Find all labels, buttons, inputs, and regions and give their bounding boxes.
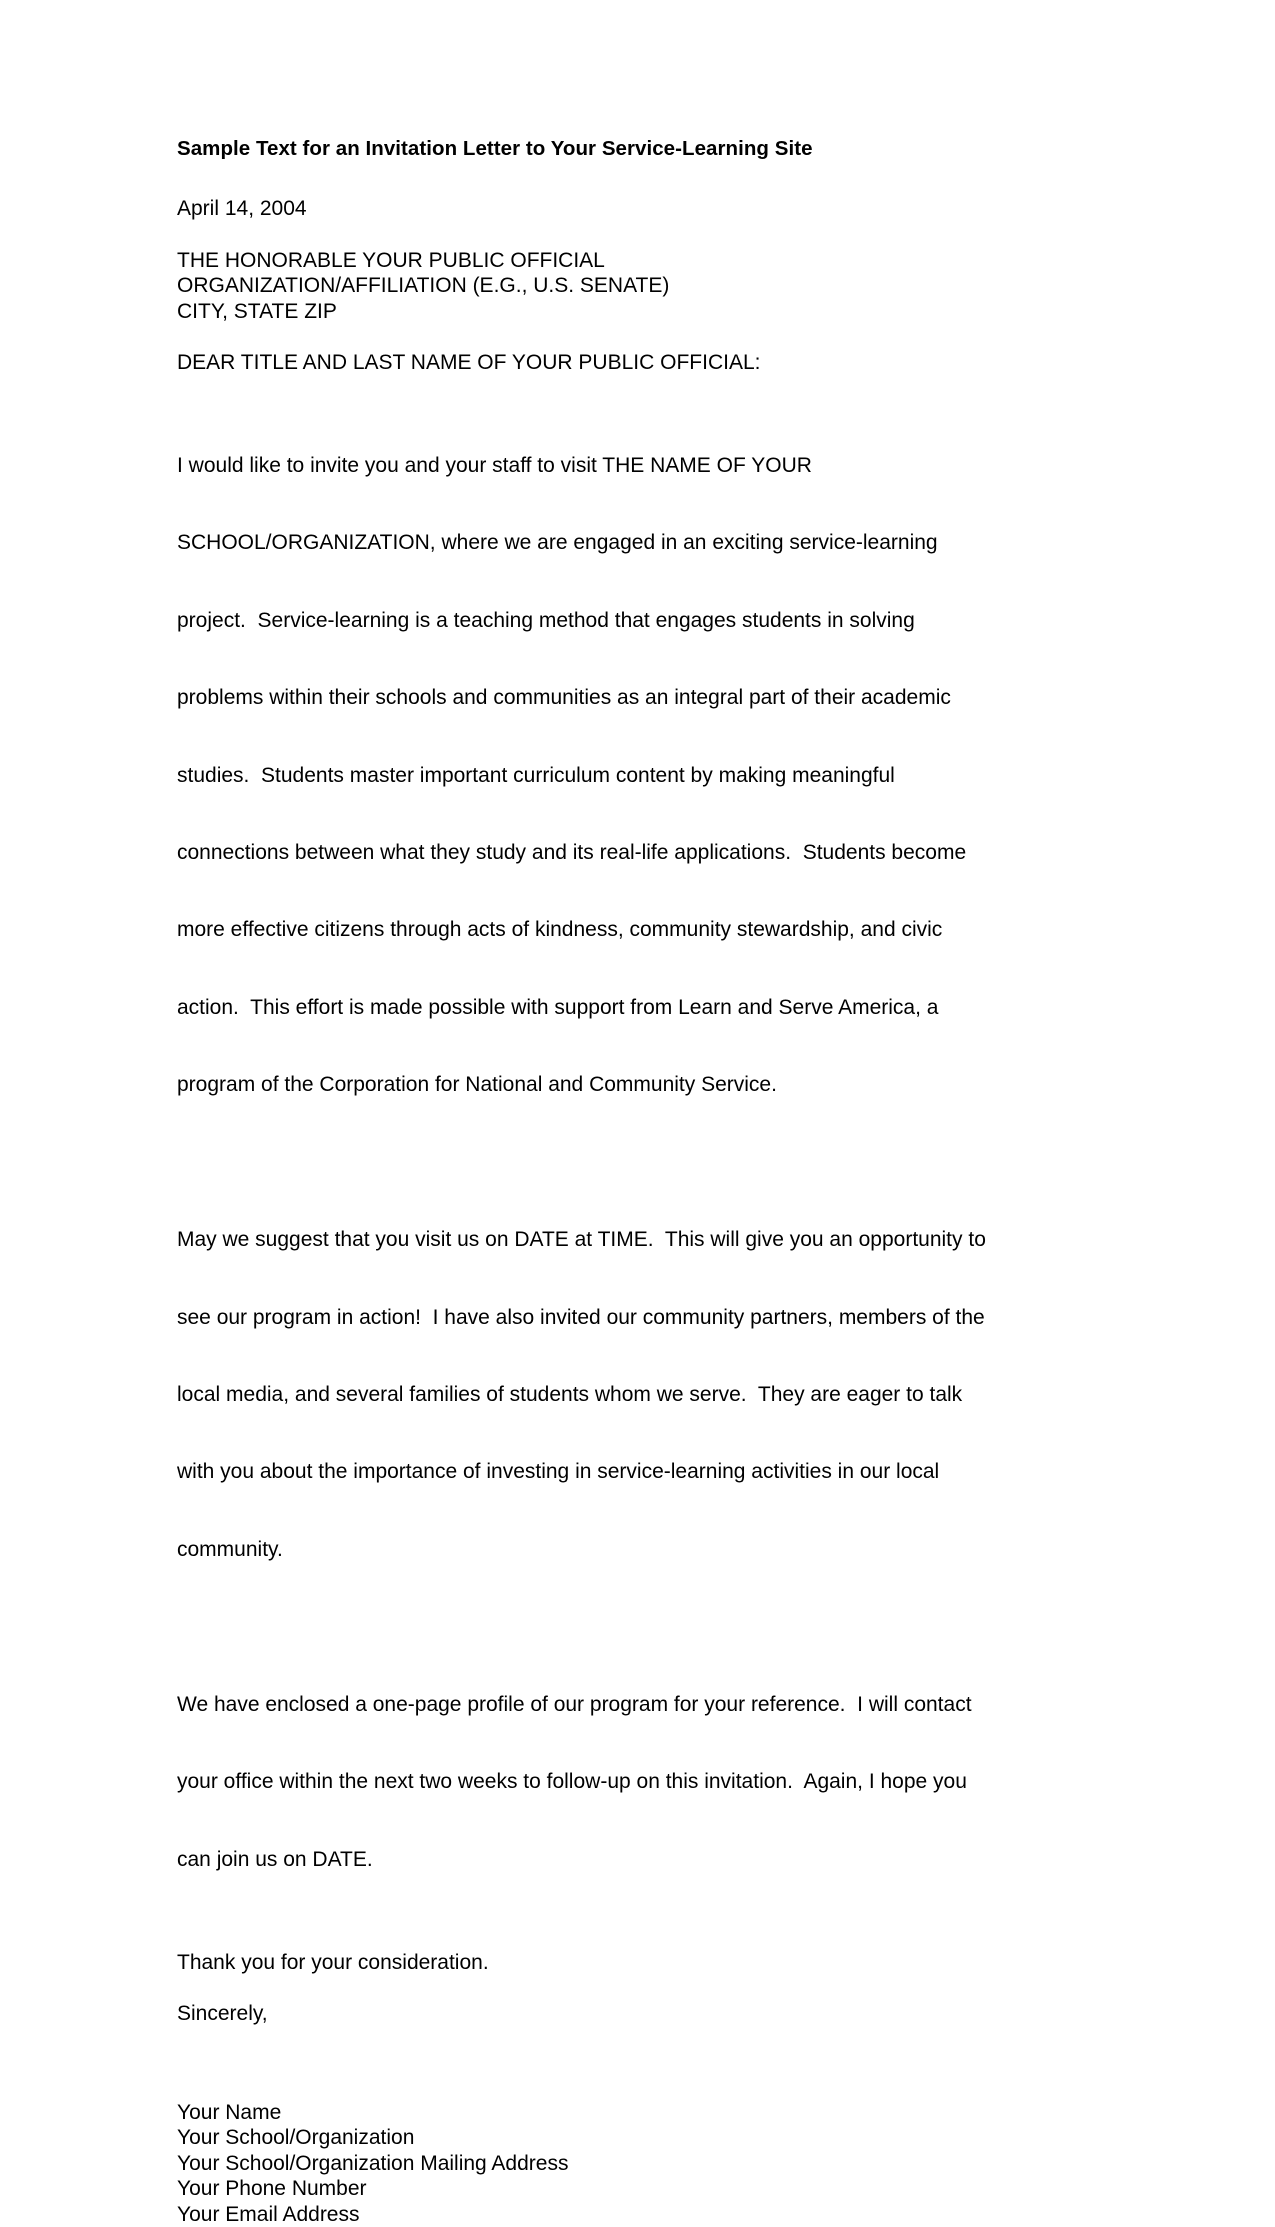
letter-date: April 14, 2004: [177, 197, 307, 220]
signature-phone: Your Phone Number: [177, 2177, 367, 2201]
body-paragraph-1: [177, 402, 1022, 1150]
paragraph-1-line-2: SCHOOL/ORGANIZATION, where we are engaged in an exciting service-learning: [177, 531, 938, 555]
recipient-city-state-zip-line: CITY, STATE ZIP: [177, 299, 337, 323]
paragraph-1-line-9: program of the Corporation for National and Community Service.: [177, 1073, 777, 1097]
paragraph-1-line-4: problems within their schools and communities as an integral part of their academic: [177, 686, 951, 710]
paragraph-2-line-2: see our program in action! I have also invited our community partners, members of the: [177, 1305, 985, 1329]
paragraph-3-line-3: can join us on DATE.: [177, 1847, 373, 1871]
paragraph-1-line-7: more effective citizens through acts of kindness, community stewardship, and civic: [177, 918, 943, 942]
body-paragraph-3: [177, 1640, 1022, 1924]
paragraph-2-line-5: community.: [177, 1537, 283, 1561]
paragraph-3-line-1: We have enclosed a one-page profile of our program for your reference. I will contact: [177, 1692, 972, 1716]
paragraph-2-line-3: local media, and several families of students whom we serve. They are eager to talk: [177, 1382, 963, 1406]
paragraph-1-line-1: I would like to invite you and your staff to visit THE NAME OF YOUR: [177, 454, 812, 478]
signature-email: Your Email Address: [177, 2202, 360, 2226]
closing-line: Sincerely,: [177, 2002, 268, 2026]
signature-organization: Your School/Organization: [177, 2126, 415, 2150]
body-paragraph-2: [177, 1176, 1022, 1615]
signature-block: [177, 2100, 1022, 2227]
paragraph-2-line-1: May we suggest that you visit us on DATE at TIME. This will give you an opportunity to: [177, 1228, 986, 1252]
paragraph-1-line-8: action. This effort is made possible with support from Learn and Serve America, a: [177, 995, 939, 1019]
page-title: Sample Text for an Invitation Letter to Your Service-Learning Site: [177, 137, 813, 160]
signature-space: [177, 2053, 1022, 2100]
letter-body: [177, 136, 1022, 2227]
recipient-address-block: [177, 248, 1022, 325]
paragraph-1-line-5: studies. Students master important curriculum content by making meaningful: [177, 763, 895, 787]
paragraph-3-line-2: your office within the next two weeks to follow-up on this invitation. Again, I hope you: [177, 1770, 967, 1794]
salutation: DEAR TITLE AND LAST NAME OF YOUR PUBLIC OFFICIAL:: [177, 351, 761, 374]
signature-mailing-address: Your School/Organization Mailing Address: [177, 2151, 569, 2175]
thank-you-line: Thank you for your consideration.: [177, 1950, 489, 1974]
recipient-name-line: THE HONORABLE YOUR PUBLIC OFFICIAL: [177, 248, 605, 272]
paragraph-1-line-6: connections between what they study and its real-life applications. Students become: [177, 841, 967, 865]
paragraph-1-line-3: project. Service-learning is a teaching method that engages students in solving: [177, 608, 915, 632]
signature-name: Your Name: [177, 2100, 282, 2124]
recipient-organization-line: ORGANIZATION/AFFILIATION (E.G., U.S. SENATE): [177, 274, 670, 297]
paragraph-2-line-4: with you about the importance of investing in service-learning activities in our local: [177, 1460, 940, 1484]
